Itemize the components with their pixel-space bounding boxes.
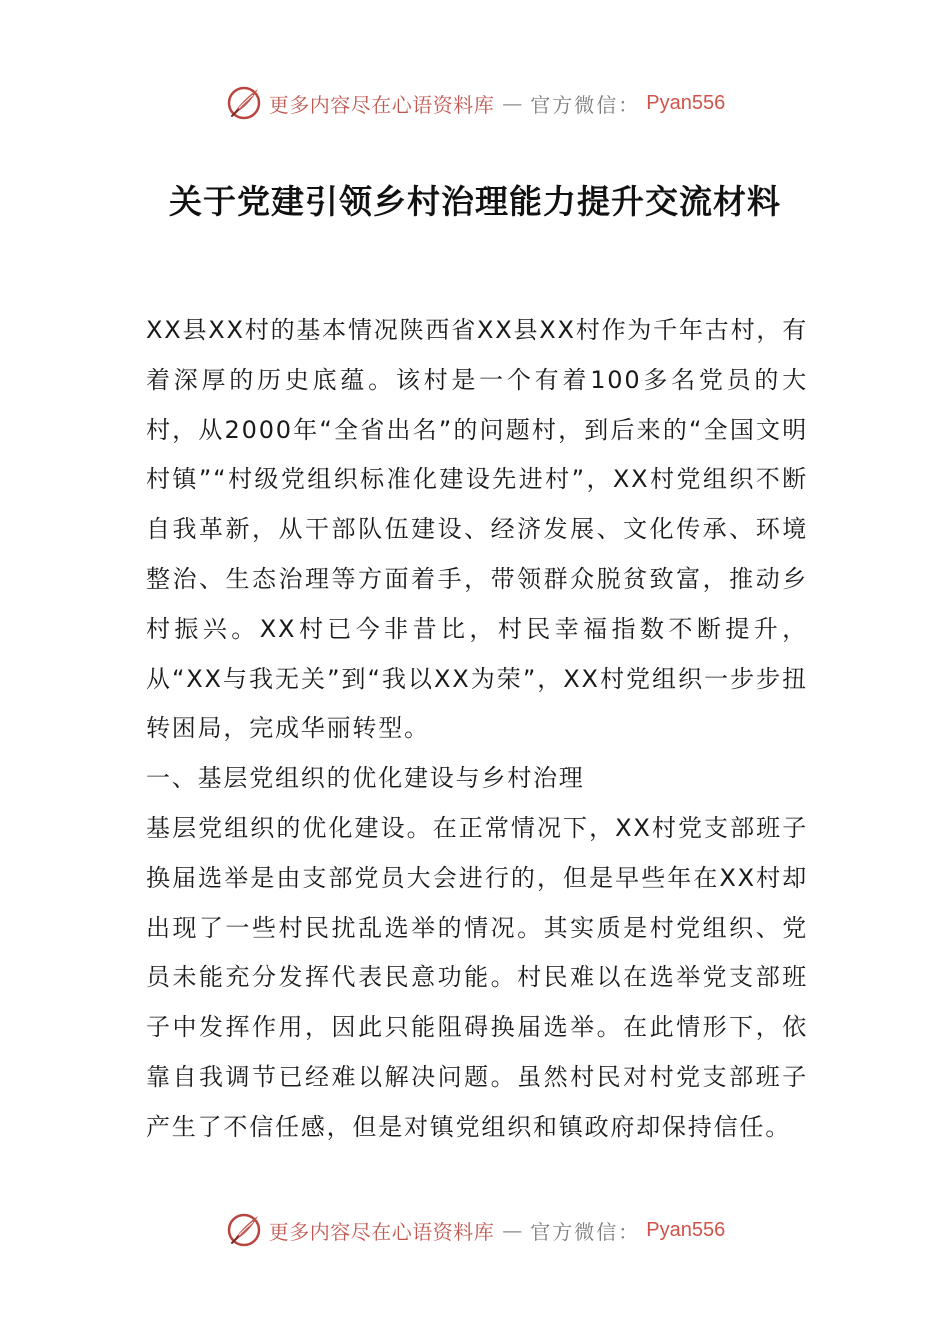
quill-pen-logo-icon: [225, 1211, 263, 1249]
footer-wechat-id: Pyan556: [646, 1218, 726, 1241]
paragraph-body: 基层党组织的优化建设。在正常情况下，XX村党支部班子换届选举是由支部党员大会进行的，但是早些年在XX村却出现了一些村民扰乱选举的情况。其实质是村党组织、党员未能充分发挥代表民意功能。村民难以在选举党支部班子中发挥作用，因此只能阻碍换届选举。在此情形下，依靠自我调节已经难以解决问题。虽然村民对村党支部班子产生了不信任感，但是对镇党组织和镇政府却保持信任。: [146, 813, 808, 1141]
footer-separator: —: [502, 1218, 523, 1242]
banner-wechat-id: Pyan556: [646, 91, 726, 114]
section-heading: 一、基层党组织的优化建设与乡村治理: [146, 764, 585, 793]
paragraph-intro: XX县XX村的基本情况陕西省XX县XX村作为千年古村，有着深厚的历史底蕴。该村是一个有着100多名党员的大村，从2000年“全省出名”的问题村，到后来的“全国文明村镇”“村级党组织标准化建设先进村”，XX村党组织不断自我革新，从干部队伍建设、经济发展、文化传承、环境整治、生态治理等方面着手，带领群众脱贫致富，推动乡村振兴。XX村已今非昔比，村民幸福指数不断提升，从“XX与我无关”到“我以XX为荣”，XX村党组织一步步扭转困局，完成华丽转型。: [146, 316, 808, 743]
header-banner: [0, 84, 950, 122]
banner-separator: —: [502, 91, 523, 115]
banner-wechat-label: 官方微信：: [530, 92, 641, 117]
quill-pen-logo-icon: [225, 84, 263, 122]
document-title: 关于党建引领乡村治理能力提升交流材料: [169, 182, 781, 221]
footer-banner: [0, 1211, 950, 1249]
footer-wechat-label: 官方微信：: [530, 1219, 641, 1244]
banner-site-text: 更多内容尽在心语资料库: [268, 92, 495, 117]
document-body: [146, 306, 808, 1153]
footer-site-text: 更多内容尽在心语资料库: [268, 1219, 495, 1244]
